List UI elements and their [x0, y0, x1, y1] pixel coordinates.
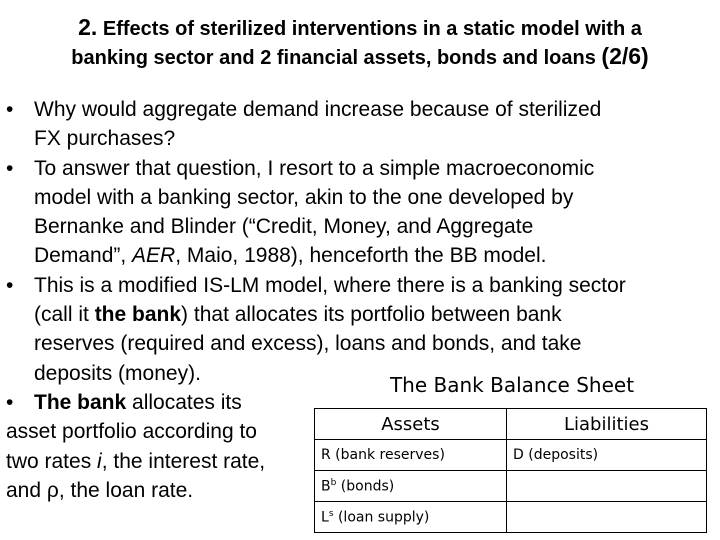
bullet-dot: •: [6, 156, 14, 180]
citation-rest: , Maio, 1988), henceforth the BB model.: [175, 244, 547, 268]
asset-loans: [315, 502, 507, 533]
bullet-3-line-4: deposits (money).: [34, 361, 201, 385]
citation-text: Demand”,: [34, 244, 127, 268]
loan-rate-symbol: ρ: [46, 478, 59, 502]
table-row: [315, 471, 707, 502]
assets-header: Assets: [315, 409, 507, 440]
bullet-3: [6, 271, 718, 388]
bullet-3-line-1: This is a modified IS-LM model, where there is a banking sector: [34, 273, 626, 297]
bullet-3-text: (call it: [34, 303, 89, 327]
title-line-1: [0, 14, 720, 43]
bullet-4-line-2: asset portfolio according to: [6, 420, 257, 444]
bullet-2-line-3: Bernanke and Blinder (“Credit, Money, and Aggregate: [34, 215, 534, 239]
bullet-3-line-3: reserves (required and excess), loans and bonds, and take: [34, 332, 582, 356]
bullet-4-text: allocates its: [132, 390, 242, 414]
bank-term: the bank: [94, 303, 182, 327]
bullet-4-text: two rates: [6, 449, 92, 473]
title-text-2: banking sector and 2 financial assets, bonds and loans: [71, 47, 596, 69]
bullet-2-line-1: To answer that question, I resort to a simple macroeconomic: [34, 156, 595, 180]
bullet-dot: •: [6, 273, 14, 297]
asset-bonds: [315, 471, 507, 502]
loans-superscript: s: [328, 508, 334, 519]
asset-reserves: R (bank reserves): [315, 440, 507, 471]
journal-name: AER: [132, 244, 176, 268]
slide-title: [0, 14, 720, 72]
title-line-2: [0, 43, 720, 72]
bullet-1-line-1: Why would aggregate demand increase because of sterilized: [34, 98, 602, 121]
bullet-4-text: and: [6, 478, 42, 502]
loans-label: (loan supply): [333, 509, 430, 526]
table-header-row: [315, 409, 707, 440]
empty-cell: [507, 471, 707, 502]
loans-symbol: L: [321, 509, 329, 526]
bullet-2-line-4: [34, 241, 718, 270]
bullet-1: [6, 95, 718, 154]
table-row: [315, 440, 707, 471]
title-page-indicator: (2/6): [601, 43, 649, 69]
bullet-2-line-2: model with a banking sector, akin to the one developed by: [34, 185, 574, 209]
liability-deposits: D (deposits): [507, 440, 707, 471]
bank-term: The bank: [34, 390, 127, 414]
bullet-4-text-rest: , the interest rate,: [101, 449, 266, 473]
table-row: [315, 502, 707, 533]
title-text-1: Effects of sterilized interventions in a static model with a: [102, 18, 642, 40]
bonds-label: (bonds): [336, 478, 395, 495]
balance-sheet-table: [314, 408, 707, 533]
bonds-symbol: B: [321, 478, 331, 495]
bullet-3-text-rest: ) that allocates its portfolio between bank: [181, 303, 562, 327]
bullet-3-line-2: [34, 300, 718, 329]
balance-sheet-title: The Bank Balance Sheet: [389, 373, 635, 397]
bullet-2: [6, 154, 718, 271]
bullet-dot: •: [6, 390, 14, 414]
title-number: 2.: [78, 14, 98, 40]
bullet-1-line-2: FX purchases?: [34, 127, 176, 151]
liabilities-header: Liabilities: [507, 409, 707, 440]
interest-rate-symbol: i: [97, 449, 102, 473]
empty-cell: [507, 502, 707, 533]
bullet-4-text-rest: , the loan rate.: [58, 478, 194, 502]
bullet-dot: •: [6, 98, 14, 121]
bonds-superscript: b: [330, 477, 337, 488]
